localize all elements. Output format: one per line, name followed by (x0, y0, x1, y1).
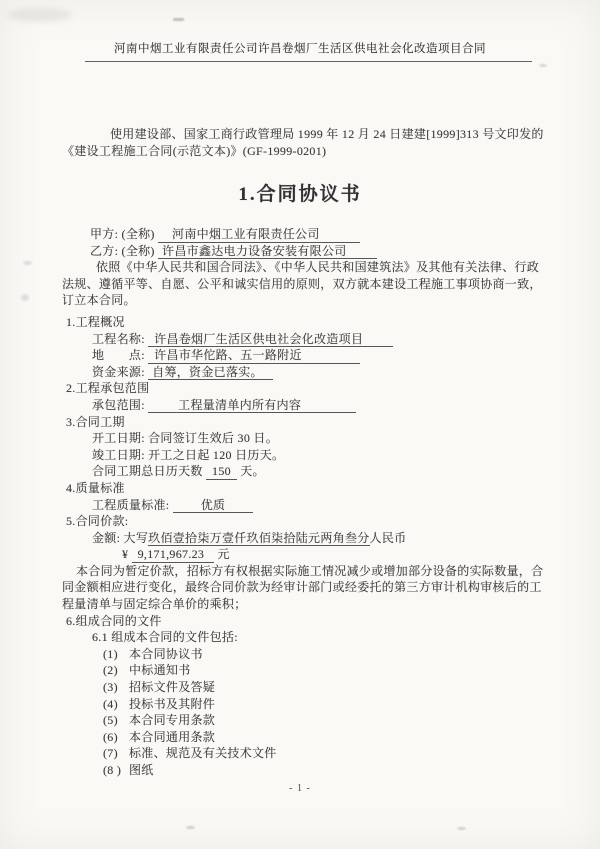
section-4-heading: 4.质量标准 (66, 480, 125, 495)
scope-label: 承包范围: (92, 397, 145, 412)
scan-smudge (8, 8, 72, 22)
contract-doc-item (103, 696, 544, 713)
party-a-label: 甲方: (全称) (90, 227, 155, 241)
contract-doc-item (103, 662, 544, 679)
section-6-subheading: 6.1 组成本合同的文件包括: (92, 630, 238, 645)
section-6-heading: 6.组成合同的文件 (66, 613, 162, 628)
contract-doc-item (103, 679, 544, 696)
item-number: (7) (103, 746, 118, 761)
contract-body (0, 226, 600, 779)
item-number: (5) (103, 713, 118, 728)
item-number: (3) (103, 680, 118, 695)
project-name-line (92, 331, 544, 348)
location-line (92, 347, 544, 364)
item-number: (6) (103, 729, 118, 744)
amount-prefix: 金额: 大写 (92, 530, 149, 545)
funding-line (92, 364, 544, 381)
section-1-heading: 1.工程概况 (66, 314, 125, 329)
intro-paragraph: 使用建设部、国家工商行政管理局 1999 年 12 月 24 日建建[1999]313 号文印发的《建设工程施工合同(示范文本)》(GF-1999-0201) (62, 127, 544, 158)
contract-doc-item (103, 762, 544, 779)
party-b-value: 许昌市鑫达电力设备安装有限公司 (158, 244, 377, 260)
item-label: 中标通知书 (129, 663, 191, 678)
contract-doc-item (103, 712, 544, 729)
party-b-label: 乙方: (全称) (90, 243, 155, 258)
quality-label: 工程质量标准: (92, 497, 170, 512)
scan-speck (173, 18, 184, 21)
item-label: 本合同专用条款 (129, 713, 216, 728)
item-number: (4) (103, 696, 118, 711)
scan-speck (186, 826, 195, 829)
item-number: (8 ) (103, 763, 122, 777)
project-name-label: 工程名称: (92, 331, 145, 346)
party-b-line (90, 243, 544, 260)
funding-label: 资金来源: (92, 364, 145, 379)
scan-speck (457, 827, 466, 830)
location-value: 许昌市华佗路、五一路附近 (148, 348, 360, 364)
section-5-heading: 5.合同价款: (66, 514, 129, 529)
party-a-line (90, 226, 544, 243)
completion-date-line: 竣工日期: 开工之日起 120 日历天。 (92, 447, 285, 462)
duration-prefix: 合同工期总日历天数 (92, 464, 203, 479)
amount-figures-line (122, 546, 544, 563)
page-number: - 1 - (289, 783, 311, 794)
party-a-value: 河南中烟工业有限责任公司 (158, 227, 360, 243)
quality-line (92, 497, 544, 514)
figures-suffix: 元 (217, 547, 230, 562)
section-2-heading: 2.工程承包范围 (66, 381, 150, 396)
duration-days-value: 150 (206, 464, 237, 480)
quality-value: 优质 (173, 498, 254, 514)
start-date-line: 开工日期: 合同签订生效后 30 日。 (92, 431, 279, 446)
scope-line (92, 397, 544, 414)
item-label: 标准、规范及有关技术文件 (129, 746, 277, 761)
scan-speck (539, 64, 547, 67)
item-label: 招标文件及答疑 (129, 680, 216, 695)
preamble-paragraph: 依照《中华人民共和国合同法》、《中华人民共和国建筑法》及其他有关法律、行政法规、遵循平等、自愿、公平和诚实信用的原则，双方就本建设工程施工事项协商一致，订立本合同。 (62, 260, 542, 308)
project-name-value: 许昌卷烟厂生活区供电社会化改造项目 (148, 332, 393, 348)
currency-symbol: ¥ (122, 547, 129, 562)
price-note-paragraph: 本合同为暂定价款，招标方有权根据实际施工情况减少或增加部分设备的实际数量，合同金额相应进行变化，最终合同价款为经审计部门或经委托的第三方审计机构审核后的工程量清单与固定综合单价的乘积； (62, 563, 544, 612)
duration-line (92, 463, 544, 480)
amount-figures-value: 9,171,967.23 (132, 547, 215, 563)
item-number: (2) (103, 663, 118, 678)
amount-words-line (92, 530, 544, 547)
item-label: 本合同协议书 (129, 646, 203, 661)
page-title: 1.合同协议书 (238, 184, 362, 205)
item-label: 图纸 (129, 763, 154, 777)
location-label: 地 点: (92, 348, 145, 363)
scope-value: 工程量清单内所有内容 (148, 398, 356, 414)
funding-value: 自筹，资金已落实。 (148, 365, 273, 381)
item-label: 投标书及其附件 (129, 696, 216, 711)
item-label: 本合同通用条款 (129, 729, 216, 744)
section-3-heading: 3.合同工期 (66, 414, 125, 429)
amount-words-value: 玖佰壹拾柒万壹仟玖佰柒拾陆元两角叁分 (148, 530, 370, 545)
contract-doc-item (103, 646, 544, 663)
parties-block (62, 226, 544, 259)
amount-suffix: 人民币 (369, 530, 407, 545)
document-header-title: 河南中烟工业有限责任公司许昌卷烟厂生活区供电社会化改造项目合同 (114, 43, 486, 55)
duration-suffix: 天。 (240, 464, 265, 479)
item-number: (1) (103, 646, 118, 661)
contract-doc-item (103, 729, 544, 746)
header-rule (85, 61, 532, 62)
contract-doc-item (103, 745, 544, 762)
